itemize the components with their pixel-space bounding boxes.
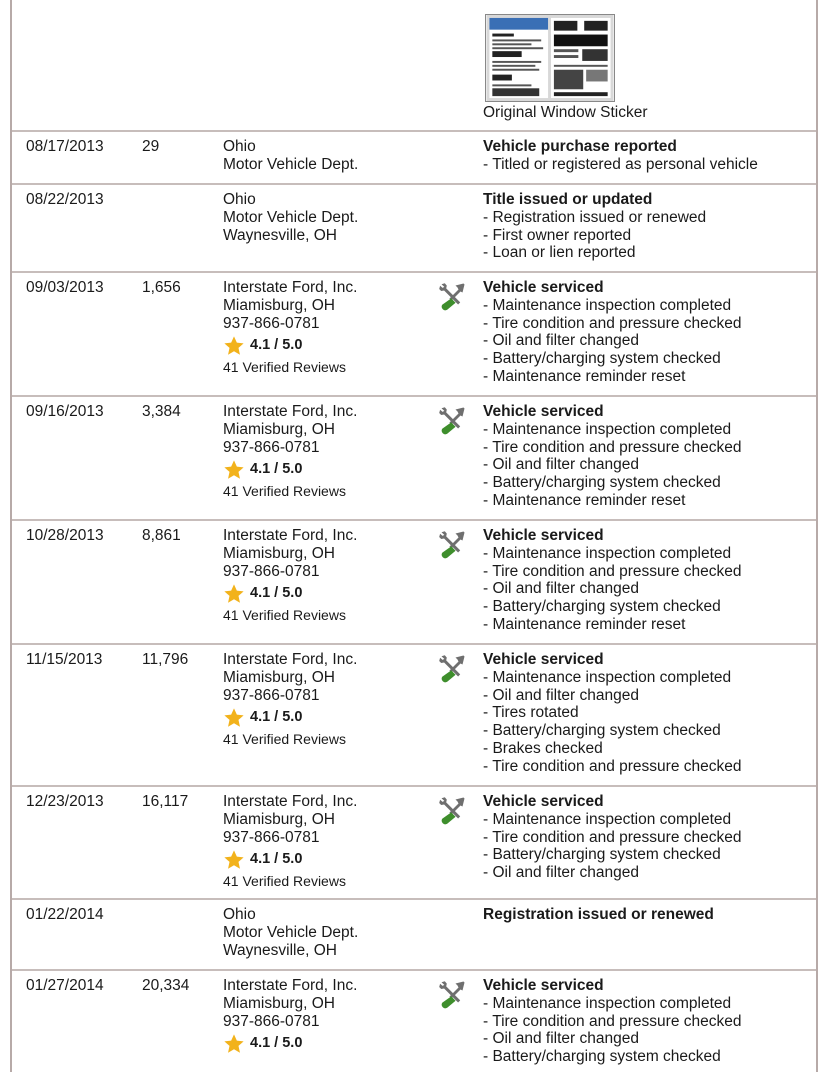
record-source [223,977,357,1055]
source-line: Interstate Ford, Inc. [223,793,358,810]
detail-item: - Tire condition and pressure checked [483,1012,742,1030]
source-line: Miamisburg, OH [223,544,335,562]
detail-item: - Maintenance inspection completed [483,420,732,438]
source-line: Motor Vehicle Dept. [223,923,359,941]
record-mileage: 16,117 [142,793,189,810]
source-line: Interstate Ford, Inc. [223,527,358,544]
star-icon [223,335,245,357]
record-title: Registration issued or renewed [483,906,714,923]
record-title: Vehicle purchase reported [483,138,677,155]
service-tools-icon [437,979,467,1009]
record-source [223,651,357,749]
record-details [483,977,741,1066]
source-line: 937-866-0781 [223,438,320,456]
record-source [223,403,357,501]
record-source [223,527,357,625]
detail-item: - Maintenance reminder reset [483,615,686,633]
record-mileage: 29 [142,138,160,155]
source-line: Interstate Ford, Inc. [223,403,358,420]
source-line: 937-866-0781 [223,686,320,704]
detail-item: - Tire condition and pressure checked [483,562,742,580]
detail-item: - Oil and filter changed [483,1030,639,1048]
service-tools-icon [437,281,467,311]
dealer-rating[interactable] [223,459,357,481]
source-line: 937-866-0781 [223,562,320,580]
detail-item: - Battery/charging system checked [483,350,721,368]
detail-item: - Battery/charging system checked [483,846,721,864]
dealer-rating[interactable] [223,849,357,871]
record-date: 12/23/2013 [26,793,104,810]
record-source [223,279,357,377]
record-details [483,403,741,510]
history-record-row [12,395,816,521]
rating-value: 4.1 / 5.0 [250,1035,303,1052]
record-mileage: 20,334 [142,977,190,994]
detail-item: - Maintenance inspection completed [483,668,732,686]
source-line: Interstate Ford, Inc. [223,279,358,296]
source-line: Miamisburg, OH [223,420,335,438]
record-date: 01/27/2014 [26,977,104,994]
service-tools-icon [437,405,467,435]
record-date: 01/22/2014 [26,906,104,923]
service-tools-icon [437,653,467,683]
record-title: Vehicle serviced [483,977,604,994]
detail-item: - Battery/charging system checked [483,722,721,740]
detail-item: - Oil and filter changed [483,332,639,350]
source-line: Miamisburg, OH [223,296,335,314]
star-icon [223,707,245,729]
record-title: Vehicle serviced [483,403,604,420]
record-source [223,793,357,891]
detail-item: - Maintenance inspection completed [483,994,732,1012]
record-date: 10/28/2013 [26,527,104,544]
history-table [10,0,818,1072]
window-sticker-row [12,0,816,132]
rating-value: 4.1 / 5.0 [250,461,303,478]
window-sticker[interactable] [483,14,648,122]
history-record-row [12,643,816,787]
record-title: Vehicle serviced [483,279,604,296]
record-date: 08/22/2013 [26,191,104,208]
record-title: Title issued or updated [483,191,653,208]
source-line: Waynesville, OH [223,941,337,959]
window-sticker-caption[interactable]: Original Window Sticker [483,104,648,121]
record-mileage: 11,796 [142,651,189,668]
detail-item: - Battery/charging system checked [483,1048,721,1066]
history-record-row [12,969,816,1072]
record-mileage: 1,656 [142,279,181,296]
detail-item: - First owner reported [483,226,632,244]
detail-item: - Maintenance reminder reset [483,367,686,385]
source-line: Ohio [223,906,256,923]
verified-reviews-link[interactable]: 41 Verified Reviews [223,359,346,376]
star-icon [223,459,245,481]
detail-item: - Oil and filter changed [483,580,639,598]
source-line: Interstate Ford, Inc. [223,977,358,994]
source-line: 937-866-0781 [223,1012,320,1030]
detail-item: - Loan or lien reported [483,244,636,262]
detail-item: - Oil and filter changed [483,456,639,474]
source-line: Motor Vehicle Dept. [223,208,359,226]
record-date: 09/03/2013 [26,279,104,296]
dealer-rating[interactable] [223,583,357,605]
source-line: Ohio [223,138,256,155]
detail-item: - Maintenance inspection completed [483,296,732,314]
source-line: Miamisburg, OH [223,668,335,686]
record-title: Vehicle serviced [483,651,604,668]
history-record-row [12,898,816,971]
record-date: 09/16/2013 [26,403,104,420]
rating-value: 4.1 / 5.0 [250,851,303,868]
record-mileage: 8,861 [142,527,181,544]
detail-item: - Battery/charging system checked [483,598,721,616]
detail-item: - Tire condition and pressure checked [483,438,742,456]
star-icon [223,1033,245,1055]
record-details [483,279,741,386]
verified-reviews-link[interactable]: 41 Verified Reviews [223,607,346,624]
detail-item: - Registration issued or renewed [483,208,707,226]
detail-item: - Maintenance reminder reset [483,491,686,509]
record-details [483,527,741,634]
source-line: Motor Vehicle Dept. [223,155,359,173]
window-sticker-thumbnail[interactable] [485,14,615,102]
rating-value: 4.1 / 5.0 [250,585,303,602]
record-details [483,651,741,776]
history-record-row [12,130,816,185]
verified-reviews-link[interactable]: 41 Verified Reviews [223,731,346,748]
service-tools-icon [437,529,467,559]
history-record-row [12,785,816,900]
verified-reviews-link[interactable]: 41 Verified Reviews [223,483,346,500]
source-line: Interstate Ford, Inc. [223,651,358,668]
star-icon [223,849,245,871]
history-record-row [12,183,816,273]
record-details [483,793,741,882]
dealer-rating[interactable] [223,335,357,357]
record-source [223,191,358,244]
source-line: Miamisburg, OH [223,810,335,828]
dealer-rating[interactable] [223,707,357,729]
detail-item: - Maintenance inspection completed [483,544,732,562]
source-line: 937-866-0781 [223,828,320,846]
detail-item: - Maintenance inspection completed [483,810,732,828]
rating-value: 4.1 / 5.0 [250,709,303,726]
detail-item: - Titled or registered as personal vehicle [483,155,758,173]
rating-value: 4.1 / 5.0 [250,337,303,354]
detail-item: - Tire condition and pressure checked [483,757,742,775]
history-record-row [12,271,816,397]
source-line: Miamisburg, OH [223,994,335,1012]
detail-item: - Tire condition and pressure checked [483,314,742,332]
detail-item: - Oil and filter changed [483,686,639,704]
record-source [223,906,358,959]
record-source [223,138,358,174]
record-title: Vehicle serviced [483,793,604,810]
record-date: 11/15/2013 [26,651,103,668]
source-line: 937-866-0781 [223,314,320,332]
detail-item: - Tires rotated [483,704,579,722]
verified-reviews-link[interactable]: 41 Verified Reviews [223,873,346,890]
record-date: 08/17/2013 [26,138,104,155]
detail-item: - Brakes checked [483,739,603,757]
detail-item: - Oil and filter changed [483,864,639,882]
history-record-row [12,519,816,645]
record-details [483,138,758,174]
dealer-rating[interactable] [223,1033,357,1055]
source-line: Ohio [223,191,256,208]
detail-item: - Battery/charging system checked [483,474,721,492]
star-icon [223,583,245,605]
record-title: Vehicle serviced [483,527,604,544]
detail-item: - Tire condition and pressure checked [483,828,742,846]
record-details [483,906,714,924]
record-details [483,191,706,262]
record-mileage: 3,384 [142,403,181,420]
service-tools-icon [437,795,467,825]
source-line: Waynesville, OH [223,226,337,244]
